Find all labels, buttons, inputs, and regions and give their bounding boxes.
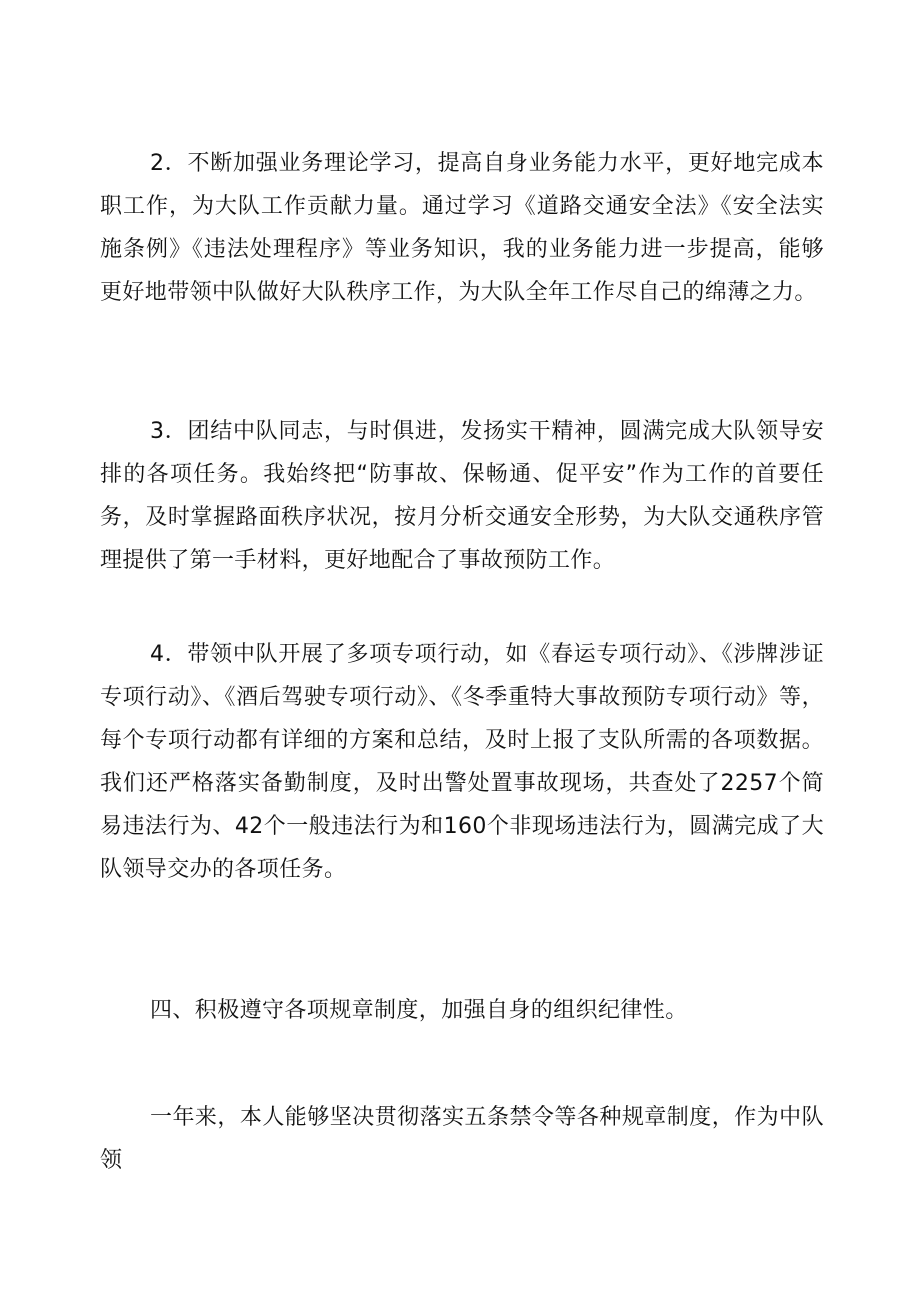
paragraph-item-4: 4．带领中队开展了多项专项行动，如《春运专项行动》、《涉牌涉证专项行动》、《酒后驾驶专项行动》、《冬季重特大事故预防专项行动》等，每个专项行动都有详细的方案和总结，及时上报了支队所需的各项数据。我们还严格落实备勤制度，及时出警处置事故现场，共查处了2257个简易违法行为、42个一般违法行为和160个非现场违法行为，圆满完成了大队领导交办的各项任务。: [100, 642, 824, 882]
paragraph-item-3: 3．团结中队同志，与时俱进，发扬实干精神，圆满完成大队领导安排的各项任务。我始终把“防事故、保畅通、促平安”作为工作的首要任务，及时掌握路面秩序状况，按月分析交通安全形势，为大队交通秩序管理提供了第一手材料，更好地配合了事故预防工作。: [100, 419, 824, 573]
section-heading-4: 四、积极遵守各项规章制度，加强自身的组织纪律性。: [150, 998, 688, 1023]
paragraph-body: 一年来，本人能够坚决贯彻落实五条禁令等各种规章制度，作为中队领: [100, 1105, 824, 1173]
paragraph-item-2: 2．不断加强业务理论学习，提高自身业务能力水平，更好地完成本职工作，为大队工作贡献力量。通过学习《道路交通安全法》《安全法实施条例》《违法处理程序》等业务知识，我的业务能力进一步提高，能够更好地带领中队做好大队秩序工作，为大队全年工作尽自己的绵薄之力。: [100, 151, 824, 305]
